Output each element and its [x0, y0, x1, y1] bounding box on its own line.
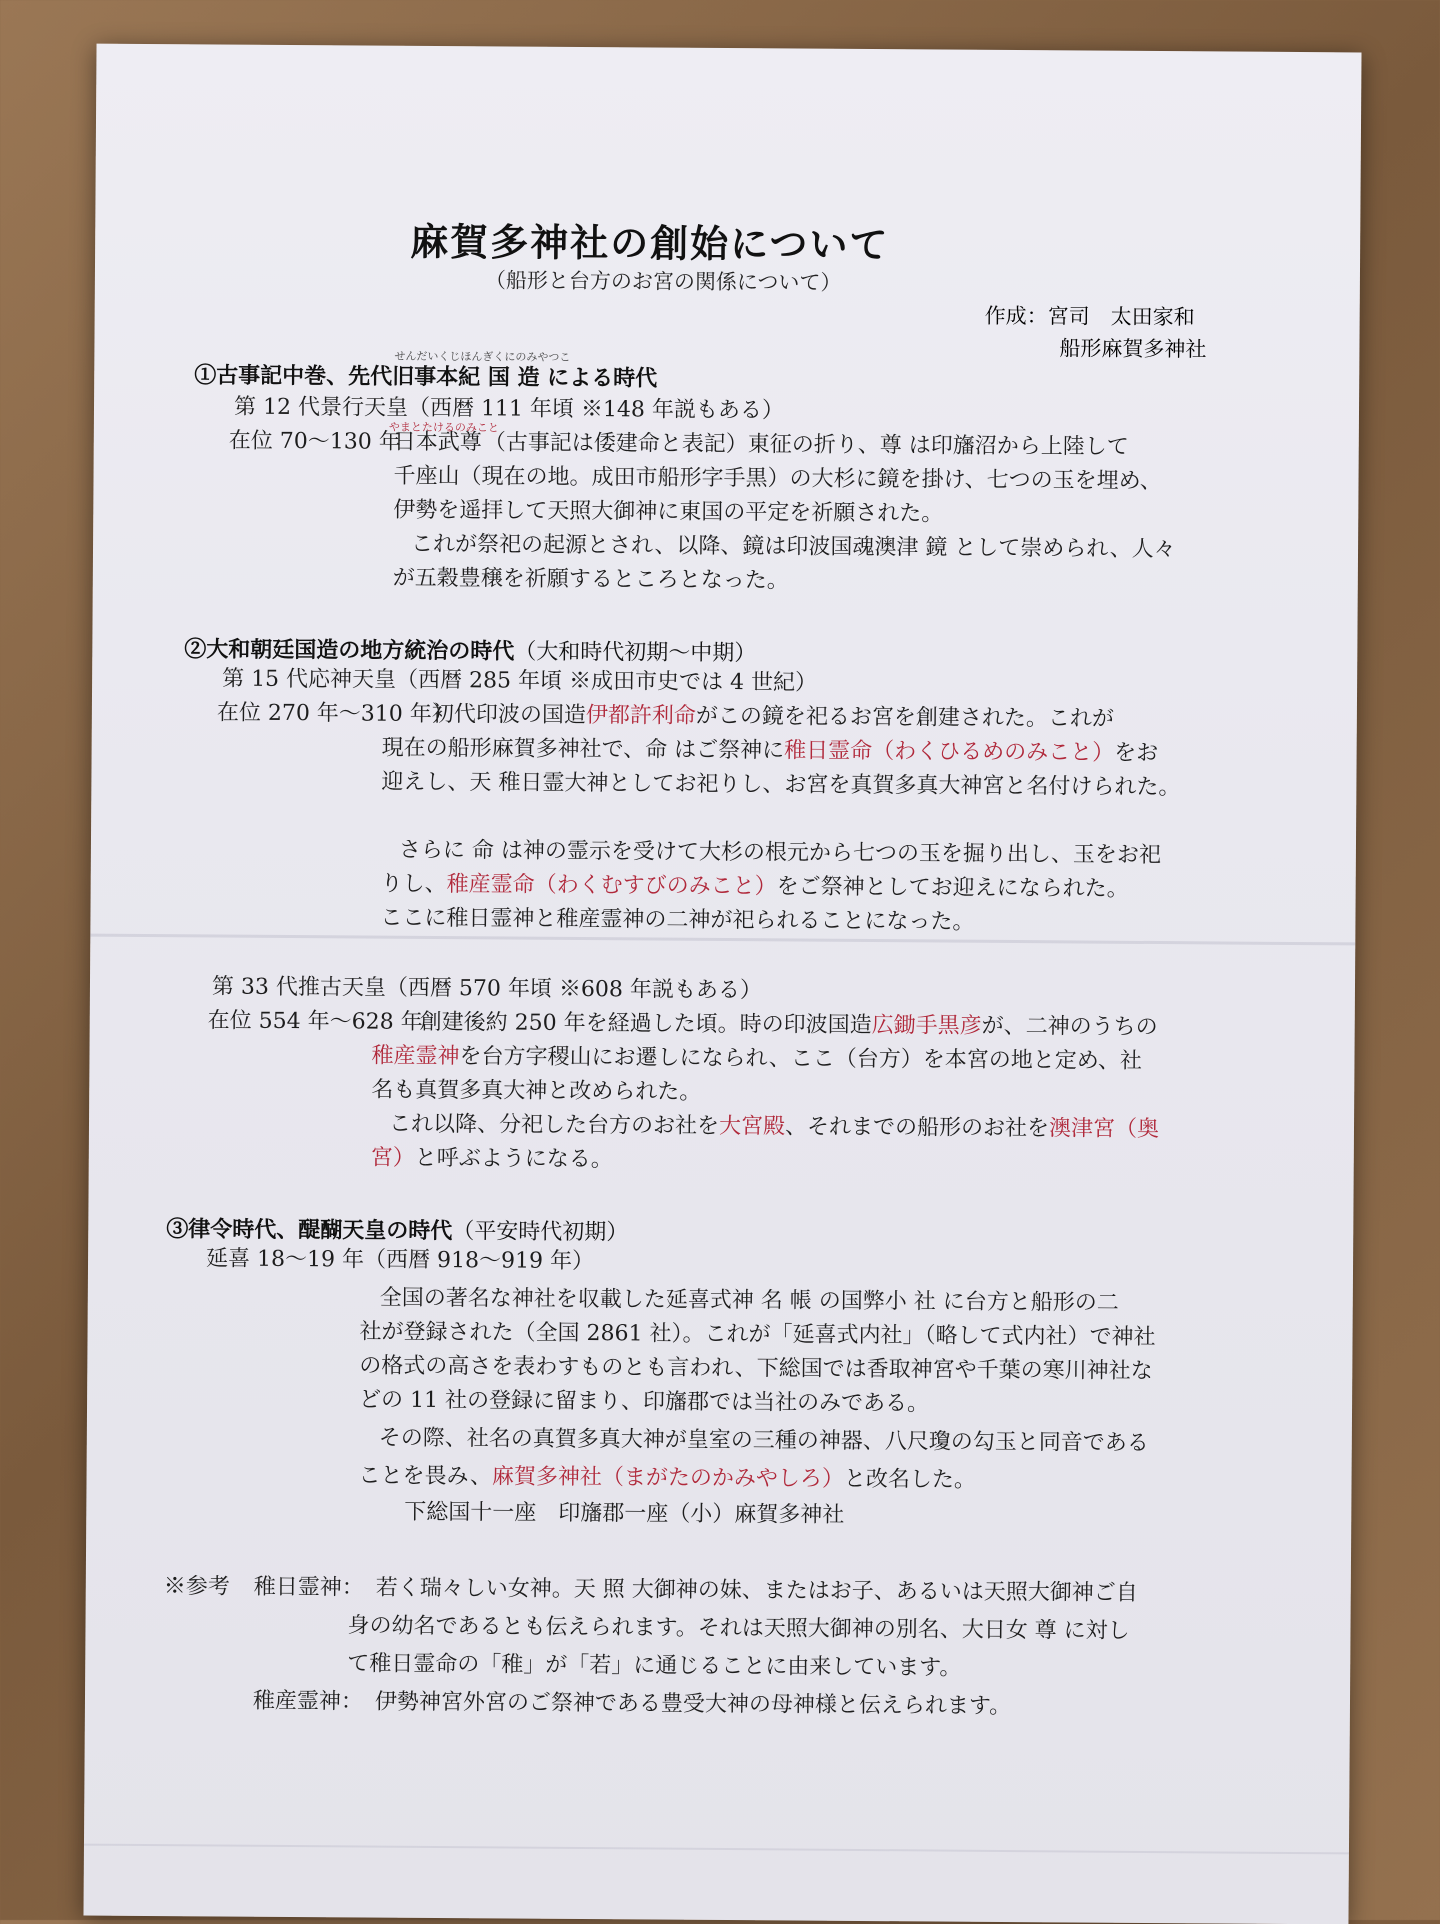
note-term: 稚産霊神： — [252, 1688, 364, 1715]
highlight-name: 大宮殿 — [718, 1113, 786, 1140]
note-term: 稚日霊神： — [253, 1574, 364, 1601]
fold-crease — [84, 1844, 1349, 1855]
paragraph-line — [381, 872, 1129, 904]
shrine-name: 船形麻賀多神社 — [1059, 336, 1207, 362]
section2-era2: 第 33 代推古天皇（西暦 570 年頃 ※608 年説もある） — [211, 974, 762, 1004]
paragraph-line: 社が登録された（全国 2861 社）。これが「延喜式内社」（略して式内社）で神社 — [359, 1319, 1156, 1351]
paragraph-line: の格式の高さを表わすものとも言われ、下総国では香取神宮や千葉の寒川神社な — [359, 1353, 1153, 1385]
text-run: 、それまでの船形のお社を — [784, 1114, 1050, 1142]
text-run: 初代印波の国造 — [431, 701, 586, 729]
section2-heading — [184, 632, 756, 667]
text-run: と呼ぶようになる。 — [414, 1145, 613, 1173]
highlight-name: 澳津宮（奥 — [1048, 1116, 1160, 1143]
paragraph-line: さらに 命 は神の霊示を受けて大杉の根元から七つの玉を掘り出し、玉をお祀 — [398, 837, 1161, 869]
text-run: が、二神のうちの — [981, 1013, 1158, 1041]
text-run: をお — [1114, 740, 1159, 767]
note-label: ※参考 — [163, 1574, 230, 1600]
highlight-name: 日本武尊 — [393, 429, 482, 456]
paragraph-line — [420, 1010, 1158, 1042]
text-run: 現在の船形麻賀多神社で、命 はご祭神に — [381, 735, 785, 764]
text-run: 創建後約 250 年を経過した頃。時の印波国造 — [419, 1009, 872, 1039]
highlight-name: 稚日霊命（わくひるめのみこと） — [784, 738, 1115, 766]
highlight-name: 宮） — [370, 1145, 415, 1171]
paragraph-line: （古事記は倭建命と表記）東征の折り、尊 は印旛沼から上陸して — [483, 430, 1129, 460]
author-line: 作成：宮司 太田家和 — [984, 303, 1195, 330]
paragraph-line: どの 11 社の登録に留まり、印旛郡では当社のみである。 — [358, 1387, 930, 1417]
ruby-text: せんだいくじほんぎくにのみやつこ — [394, 349, 571, 364]
text-run: をご祭神としてお迎えになられた。 — [776, 874, 1129, 902]
page-subtitle: （船形と台方のお宮の関係について） — [484, 268, 842, 295]
paragraph-line: が五穀豊穣を祈願するところとなった。 — [392, 565, 789, 594]
ruby-text: やまとたけるのみこと — [388, 420, 499, 435]
text-run: がこの鏡を祀るお宮を創建された。これが — [695, 703, 1114, 732]
paragraph-line: て稚日霊命の「稚」が「若」に通じることに由来しています。 — [347, 1651, 962, 1681]
document-sheet — [83, 44, 1361, 1924]
paragraph-line: これが祭祀の起源とされ、以降、鏡は印波国魂澳津 鏡 として崇められ、人々 — [410, 531, 1176, 563]
highlight-name: 稚産霊命（わくむすびのみこと） — [446, 872, 777, 900]
section1-reign: 在位 70～130 年 — [228, 428, 401, 455]
paragraph-line: 身の幼名であるとも伝えられます。それは天照大御神の別名、大日女 尊 に対し — [347, 1613, 1130, 1644]
paragraph-line: 全国の著名な神社を収載した延喜式神 名 帳 の国弊小 社 に台方と船形の二 — [379, 1285, 1119, 1316]
text-run: りし、 — [380, 871, 447, 898]
paragraph-line — [371, 1044, 1142, 1076]
paragraph-line: その際、社名の真賀多真大神が皇室の三種の神器、八尺瓊の勾玉と同音である — [378, 1425, 1149, 1456]
text-run: を台方字稷山にお遷しになられ、ここ（台方）を本宮の地と定め、社 — [459, 1044, 1143, 1074]
paragraph-line: 名も真賀多真大神と改められた。 — [371, 1077, 702, 1105]
section2-era: 第 15 代応神天皇（西暦 285 年頃 ※成田市史では 4 世紀） — [222, 666, 818, 696]
section2-reign2: 在位 554 年～628 年 — [207, 1008, 423, 1035]
highlight-name: 広鋤手黒彦 — [871, 1013, 982, 1039]
highlight-name: 稚産霊神 — [371, 1043, 460, 1070]
section2-reign: 在位 270 年～310 年） — [216, 700, 454, 728]
paragraph-line — [358, 1463, 976, 1494]
text-run: ことを畏み、 — [358, 1463, 492, 1490]
section1-heading: ①古事記中巻、先代旧事本紀 国 造 による時代 — [194, 362, 658, 392]
section3-heading — [166, 1212, 628, 1246]
paragraph-line: 伊勢を遥拝して天照大御神に東国の平定を祈願された。 — [393, 497, 944, 527]
section3-heading-sub: （平安時代初期） — [452, 1219, 629, 1246]
paragraph-line: 若く瑞々しい女神。天 照 大御神の妹、またはお子、あるいは天照大御神ご自 — [375, 1575, 1138, 1606]
section3-heading-text: ③律令時代、醍醐天皇の時代 — [166, 1216, 453, 1245]
text-run: と改名した。 — [843, 1466, 976, 1493]
paragraph-line — [382, 736, 1159, 768]
highlight-name: 麻賀多神社（まがたのかみやしろ） — [491, 1464, 844, 1492]
section1-era: 第 12 代景行天皇（西暦 111 年頃 ※148 年説もある） — [233, 394, 785, 424]
fold-crease — [90, 934, 1355, 946]
paragraph-line — [371, 1146, 613, 1174]
highlight-name: 伊都許利命 — [585, 703, 696, 729]
section2-heading-sub: （大和時代初期～中期） — [514, 639, 757, 667]
paragraph-line — [432, 702, 1114, 733]
paragraph-line: ここに稚日霊神と稚産霊神の二神が祀られることになった。 — [380, 905, 975, 935]
paragraph-line — [389, 1112, 1159, 1144]
section3-era: 延喜 18～19 年（西暦 918～919 年） — [205, 1246, 595, 1275]
paragraph-line: 伊勢神宮外宮のご祭神である豊受大神の母神様と伝えられます。 — [374, 1689, 1012, 1720]
paragraph-line: 千座山（現在の地。成田市船形字手黒）の大杉に鏡を掛け、七つの玉を埋め、 — [393, 463, 1162, 495]
text-run: これ以降、分祀した台方のお社を — [388, 1111, 720, 1139]
section2-heading-text: ②大和朝廷国造の地方統治の時代 — [184, 636, 515, 665]
page-title: 麻賀多神社の創始について — [410, 218, 890, 268]
shrine-rank-line: 下総国十一座 印旛郡一座（小）麻賀多神社 — [404, 1499, 845, 1528]
paragraph-line: 迎えし、天 稚日霊大神としてお祀りし、お宮を真賀多真大神宮と名付けられた。 — [381, 769, 1181, 801]
